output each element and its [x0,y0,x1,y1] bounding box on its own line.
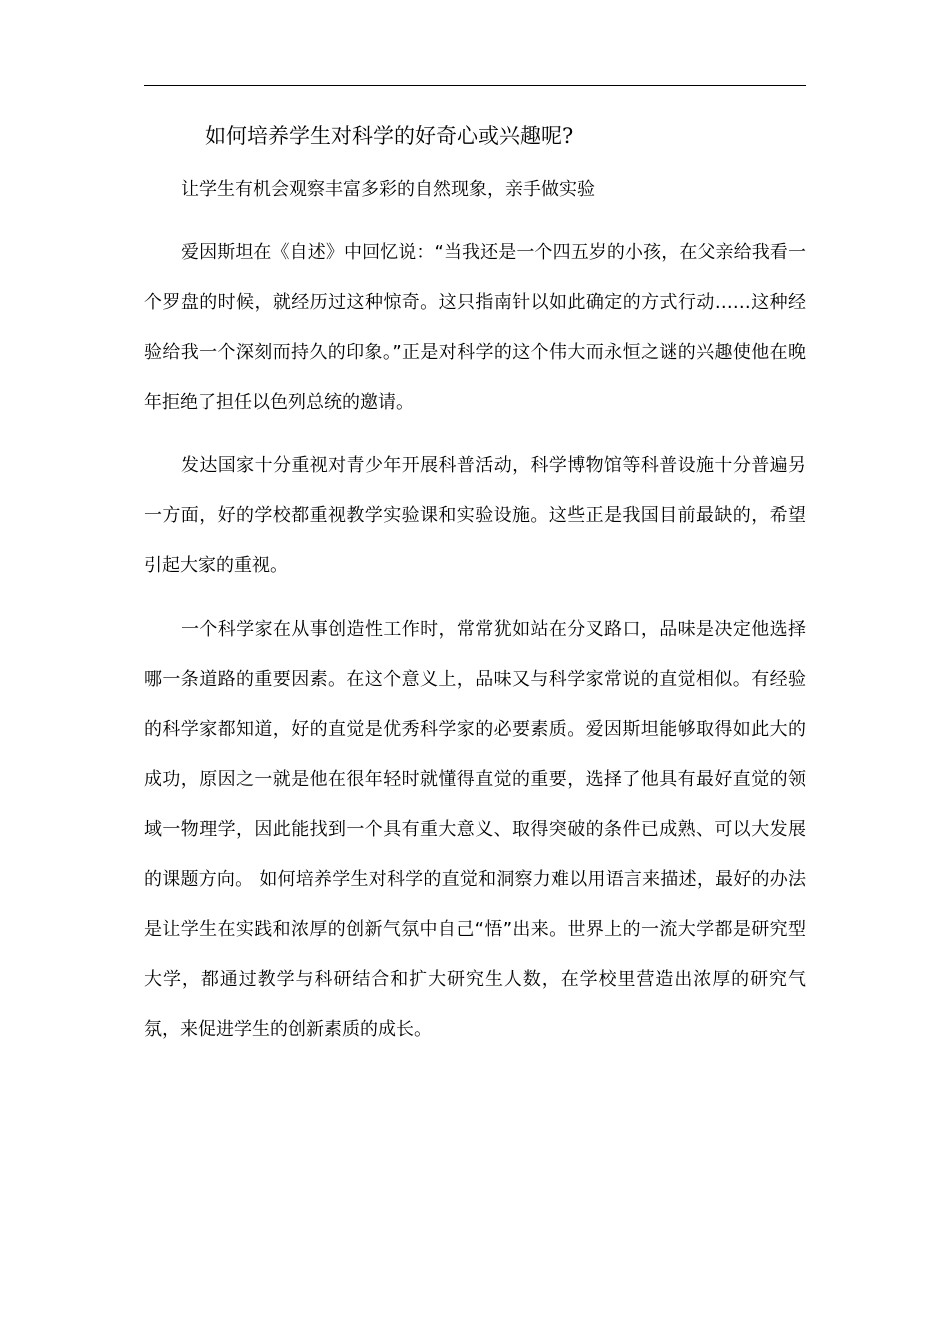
page-title: 如何培养学生对科学的好奇心或兴趣呢? [205,124,574,148]
paragraph-einstein-compass: 爱因斯坦在《自述》中回忆说：“当我还是一个四五岁的小孩，在父亲给我看一个罗盘的时候，就经历过这种惊奇。这只指南针以如此确定的方式行动……这种经验给我一个深刻而持久的印象。”正是对科学的这个伟大而永恒之谜的兴趣使他在晚年拒绝了担任以色列总统的邀请。 [144,242,806,413]
paragraph-science-popularization: 发达国家十分重视对青少年开展科普活动，科学博物馆等科普设施十分普遍另一方面，好的学校都重视教学实验课和实验设施。这些正是我国目前最缺的，希望引起大家的重视。 [144,455,806,576]
subtitle: 让学生有机会观察丰富多彩的自然现象，亲手做实验 [181,179,595,200]
paragraph-scientific-intuition: 一个科学家在从事创造性工作时，常常犹如站在分叉路口，品味是决定他选择哪一条道路的重要因素。在这个意义上，品味又与科学家常说的直觉相似。有经验的科学家都知道，好的直觉是优秀科学家的必要素质。爱因斯坦能够取得如此大的成功，原因之一就是他在很年轻时就懂得直觉的重要，选择了他具有最好直觉的领域一物理学，因此能找到一个具有重大意义、取得突破的条件已成熟、可以大发展的课题方向。 如何培养学生对科学的直觉和洞察力难以用语言来描述，最好的办法是让学生在实践和浓厚的创新气氛中自己“悟”出来。世界上的一流大学都是研究型大学，都通过教学与科研结合和扩大研究生人数，在学校里营造出浓厚的研究气氛，来促进学生的创新素质的成长。 [144,619,806,1040]
header-divider [144,85,806,86]
